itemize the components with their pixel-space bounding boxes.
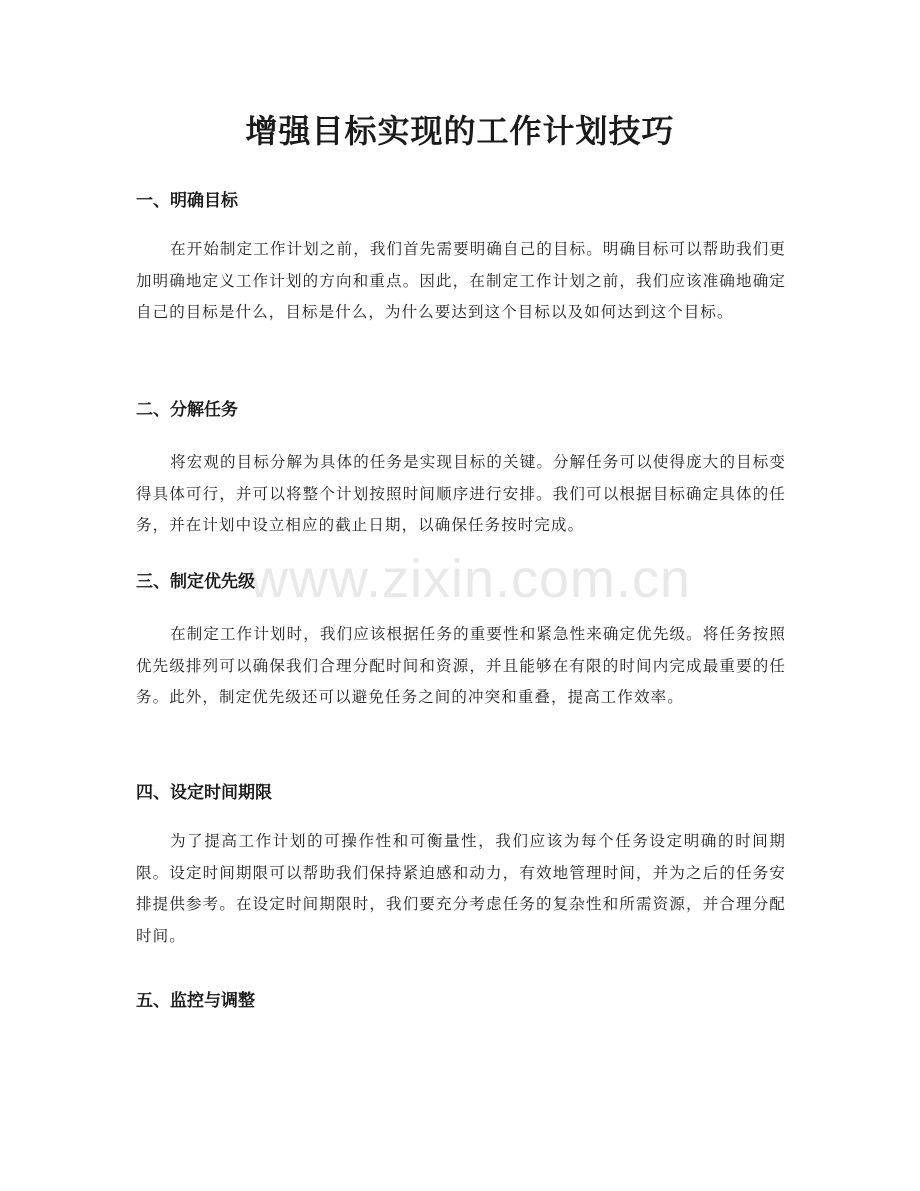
section-heading-3: 三、制定优先级	[136, 572, 255, 592]
section-heading-1: 一、明确目标	[136, 191, 238, 211]
section-body-3: 在制定工作计划时，我们应该根据任务的重要性和紧急性来确定优先级。将任务按照优先级排列可以确保我们合理分配时间和资源，并且能够在有限的时间内完成最重要的任务。此外，制定优先级还可以避免任务之间的冲突和重叠，提高工作效率。	[136, 625, 786, 706]
section-heading-4: 四、设定时间期限	[136, 783, 272, 803]
section-body-1: 在开始制定工作计划之前，我们首先需要明确自己的目标。明确目标可以帮助我们更加明确地定义工作计划的方向和重点。因此，在制定工作计划之前，我们应该准确地确定自己的目标是什么，目标是什么，为什么要达到这个目标以及如何达到这个目标。	[136, 240, 786, 321]
watermark: www.zixin.com.cn	[248, 549, 692, 609]
section-body-4: 为了提高工作计划的可操作性和可衡量性，我们应该为每个任务设定明确的时间期限。设定时间期限可以帮助我们保持紧迫感和动力，有效地管理时间，并为之后的任务安排提供参考。在设定时间期限时，我们要充分考虑任务的复杂性和所需资源，并合理分配时间。	[136, 832, 786, 945]
section-body-2: 将宏观的目标分解为具体的任务是实现目标的关键。分解任务可以使得庞大的目标变得具体可行，并可以将整个计划按照时间顺序进行安排。我们可以根据目标确定具体的任务，并在计划中设立相应的截止日期，以确保任务按时完成。	[136, 453, 786, 534]
section-heading-2: 二、分解任务	[136, 400, 238, 420]
section-heading-5: 五、监控与调整	[136, 991, 255, 1011]
page-title: 增强目标实现的工作计划技巧	[245, 112, 675, 150]
